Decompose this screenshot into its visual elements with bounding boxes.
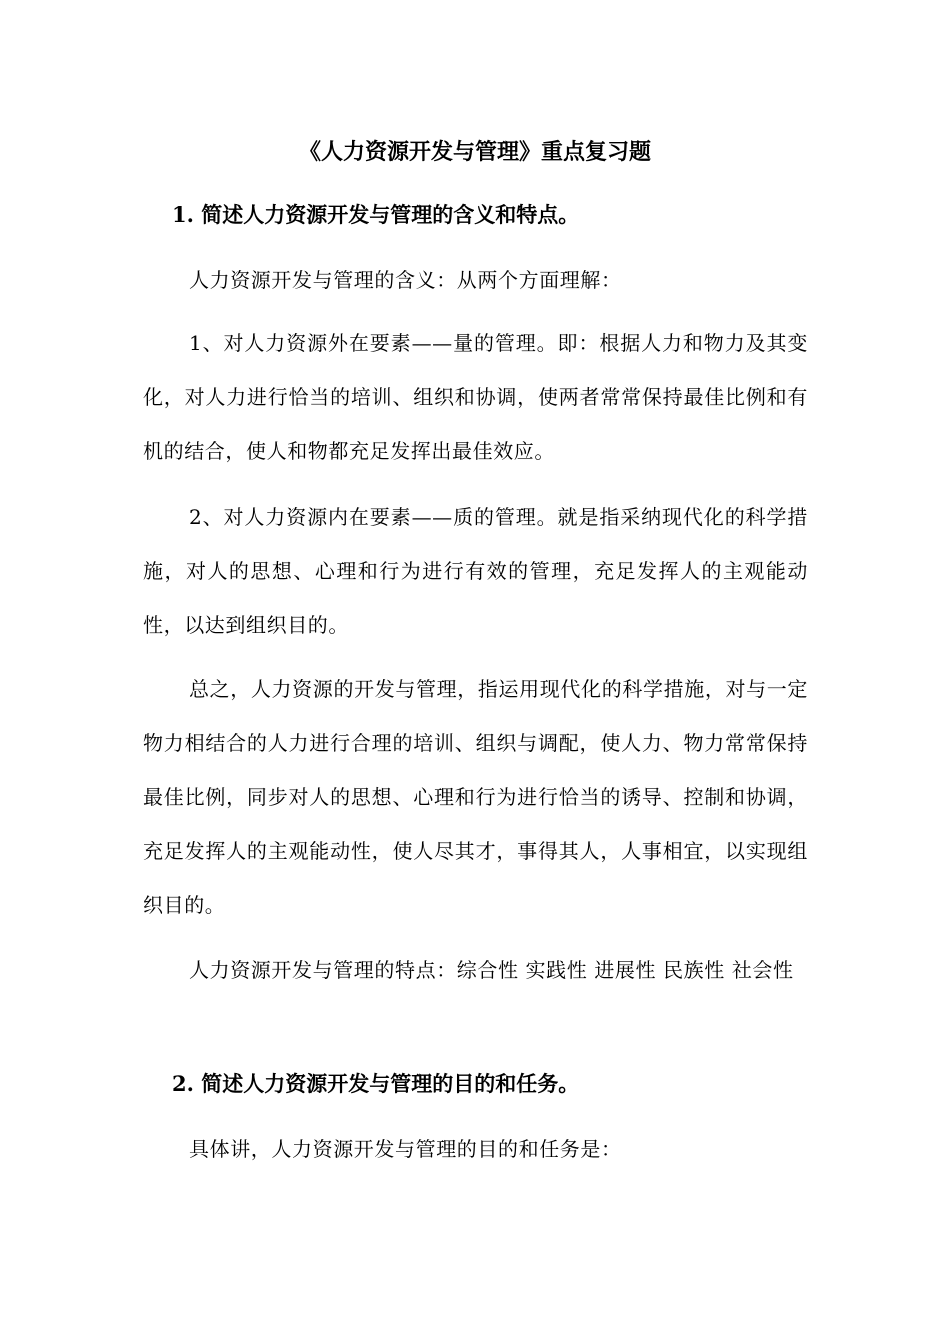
point-1-paragraph: 1、对人力资源外在要素——量的管理。即：根据人力和物力及其变化，对人力进行恰当的培训、组织和协调，使两者常常保持最佳比例和有机的结合，使人和物都充足发挥出最佳效应。 [143, 331, 808, 463]
meaning-intro: 人力资源开发与管理的含义：从两个方面理解： [189, 268, 622, 292]
document-title: 《人力资源开发与管理》重点复习题 [298, 139, 651, 165]
summary-paragraph: 总之，人力资源的开发与管理，指运用现代化的科学措施，对与一定物力相结合的人力进行合理的培训、组织与调配，使人力、物力常常保持最佳比例，同步对人的思想、心理和行为进行恰当的诱导、控制和协调，充足发挥人的主观能动性，使人尽其才，事得其人，人事相宜，以实现组织目的。 [143, 677, 808, 917]
point-2-paragraph: 2、对人力资源内在要素——质的管理。就是指采纳现代化的科学措施，对人的思想、心理和行为进行有效的管理，充足发挥人的主观能动性，以达到组织目的。 [143, 505, 808, 637]
question-2-heading: 2. 简述人力资源开发与管理的目的和任务。 [172, 1071, 580, 1096]
question-2-intro: 具体讲，人力资源开发与管理的目的和任务是： [189, 1137, 622, 1161]
question-1-heading: 1. 简述人力资源开发与管理的含义和特点。 [172, 202, 580, 227]
features-paragraph: 人力资源开发与管理的特点：综合性 实践性 进展性 民族性 社会性 [189, 958, 794, 982]
